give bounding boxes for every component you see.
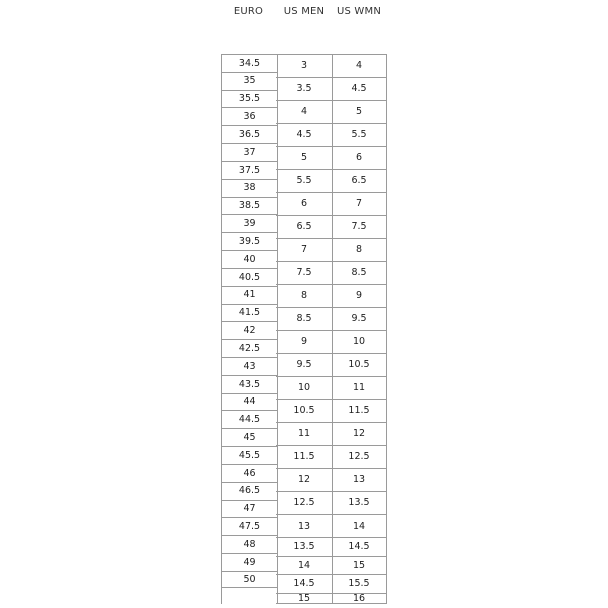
euro-size-cell: 49 — [222, 554, 277, 572]
euro-size-column — [221, 54, 278, 604]
us-men-size-cell: 14.5 — [276, 575, 332, 593]
us-men-size-cell: 8.5 — [276, 308, 332, 331]
euro-size-cell: 40 — [222, 251, 277, 269]
us-wmn-size-cell: 6 — [332, 147, 386, 170]
euro-size-cell: 36.5 — [222, 126, 277, 144]
us-men-size-cell: 12.5 — [276, 492, 332, 515]
us-wmn-size-cell: 6.5 — [332, 170, 386, 193]
euro-size-cell: 35.5 — [222, 91, 277, 109]
us-men-size-cell: 9.5 — [276, 354, 332, 377]
header-us-men: US MEN — [283, 6, 325, 17]
us-men-size-cell: 7.5 — [276, 262, 332, 285]
euro-size-cell: 41.5 — [222, 305, 277, 323]
us-wmn-size-cell: 14 — [332, 515, 386, 538]
us-wmn-size-cell: 15 — [332, 557, 386, 575]
us-men-size-cell: 13.5 — [276, 538, 332, 556]
euro-size-cell: 46 — [222, 465, 277, 483]
us-men-size-cell: 11.5 — [276, 446, 332, 469]
euro-size-cell: 38 — [222, 180, 277, 198]
us-men-size-cell: 6.5 — [276, 216, 332, 239]
euro-size-cell: 47.5 — [222, 518, 277, 536]
euro-size-cell: 42 — [222, 322, 277, 340]
us-wmn-size-cell: 11 — [332, 377, 386, 400]
euro-size-cell: 34.5 — [222, 55, 277, 73]
us-men-size-cell: 14 — [276, 557, 332, 575]
euro-size-cell: 46.5 — [222, 483, 277, 501]
us-wmn-size-cell: 14.5 — [332, 538, 386, 556]
us-wmn-size-cell: 5.5 — [332, 124, 386, 147]
euro-size-cell: 48 — [222, 536, 277, 554]
us-men-size-cell: 3.5 — [276, 78, 332, 101]
us-wmn-size-cell: 5 — [332, 101, 386, 124]
us-men-size-cell: 4 — [276, 101, 332, 124]
euro-size-cell: 35 — [222, 73, 277, 91]
us-wmn-size-cell: 12.5 — [332, 446, 386, 469]
euro-size-cell: 44.5 — [222, 411, 277, 429]
euro-size-cell: 43.5 — [222, 376, 277, 394]
us-wmn-size-cell: 16 — [332, 594, 386, 605]
euro-size-cell: 43 — [222, 358, 277, 376]
euro-size-cell: 39 — [222, 215, 277, 233]
us-wmn-size-cell: 8 — [332, 239, 386, 262]
us-wmn-size-cell: 13.5 — [332, 492, 386, 515]
euro-size-cell: 44 — [222, 394, 277, 412]
us-wmn-size-cell: 10.5 — [332, 354, 386, 377]
us-men-size-cell: 8 — [276, 285, 332, 308]
euro-size-cell: 45 — [222, 429, 277, 447]
us-wmn-size-cell: 11.5 — [332, 400, 386, 423]
us-men-size-cell: 9 — [276, 331, 332, 354]
us-men-size-cell: 10 — [276, 377, 332, 400]
us-men-size-cell: 13 — [276, 515, 332, 538]
us-wmn-size-cell: 9 — [332, 285, 386, 308]
us-wmn-size-cell: 7.5 — [332, 216, 386, 239]
us-men-size-cell: 11 — [276, 423, 332, 446]
euro-size-cell: 36 — [222, 108, 277, 126]
euro-size-cell: 47 — [222, 501, 277, 519]
us-wmn-size-cell: 15.5 — [332, 575, 386, 593]
us-men-size-column — [276, 54, 333, 604]
us-wmn-size-cell: 13 — [332, 469, 386, 492]
us-men-size-cell: 12 — [276, 469, 332, 492]
us-wmn-size-cell: 10 — [332, 331, 386, 354]
euro-size-cell: 38.5 — [222, 198, 277, 216]
euro-size-cell: 40.5 — [222, 269, 277, 287]
us-men-size-cell: 3 — [276, 55, 332, 78]
us-wmn-size-column — [332, 54, 387, 604]
us-men-size-cell: 6 — [276, 193, 332, 216]
us-wmn-size-cell: 4.5 — [332, 78, 386, 101]
us-wmn-size-cell: 9.5 — [332, 308, 386, 331]
us-wmn-size-cell: 7 — [332, 193, 386, 216]
us-men-size-cell: 7 — [276, 239, 332, 262]
us-wmn-size-cell: 12 — [332, 423, 386, 446]
us-men-size-cell: 5 — [276, 147, 332, 170]
us-men-size-cell: 10.5 — [276, 400, 332, 423]
us-men-size-cell: 15 — [276, 594, 332, 605]
euro-size-cell: 42.5 — [222, 340, 277, 358]
euro-size-cell: 37 — [222, 144, 277, 162]
euro-size-cell: 39.5 — [222, 233, 277, 251]
us-men-size-cell: 4.5 — [276, 124, 332, 147]
euro-size-cell: 41 — [222, 287, 277, 305]
header-us-wmn: US WMN — [336, 6, 382, 17]
us-wmn-size-cell: 4 — [332, 55, 386, 78]
euro-size-cell: 45.5 — [222, 447, 277, 465]
us-wmn-size-cell: 8.5 — [332, 262, 386, 285]
us-men-size-cell: 5.5 — [276, 170, 332, 193]
euro-size-cell: 50 — [222, 572, 277, 588]
euro-size-cell: 37.5 — [222, 162, 277, 180]
header-euro: EURO — [233, 6, 264, 17]
